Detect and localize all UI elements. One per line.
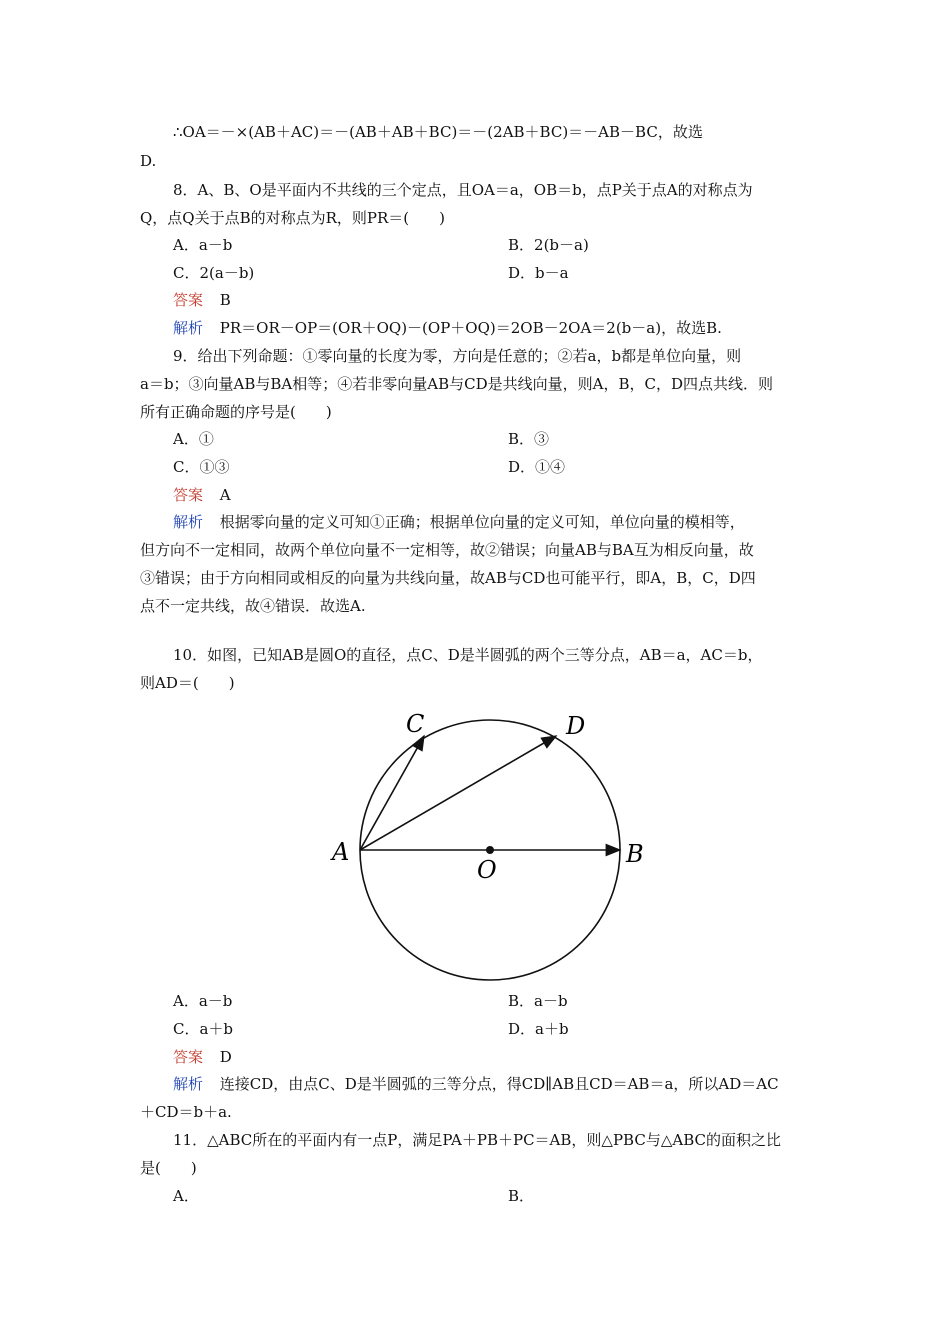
label-o: O — [477, 856, 497, 884]
q9-option-c: C．①③ — [173, 458, 230, 476]
q9-analysis-line2: 但方向不一定相同，故两个单位向量不一定相等，故②错误；向量AB与BA互为相反向量，故 — [140, 541, 754, 559]
q8-answer: B — [219, 291, 231, 309]
vector-ac — [360, 736, 424, 850]
q9-stem-line1: 9．给出下列命题：①零向量的长度为零，方向是任意的；②若a，b都是单位向量，则 — [173, 347, 742, 365]
q11-stem-line1: 11．△ABC所在的平面内有一点P，满足PA＋PB＋PC＝AB，则△PBC与△ABC的面积之比 — [173, 1131, 781, 1149]
q10-answer-row — [173, 1047, 845, 1067]
q10-stem-line2: 则AD＝( ) — [140, 674, 235, 692]
label-a: A — [332, 838, 350, 866]
q9-stem-line2: a＝b；③向量AB与BA相等；④若非零向量AB与CD是共线向量，则A，B，C，D四点共线．则 — [140, 375, 773, 393]
center-point-o — [486, 846, 494, 854]
q8-analysis-row — [173, 318, 845, 338]
q9-analysis-line4: 点不一定共线，故④错误．故选A. — [140, 597, 366, 615]
q9-analysis-line3: ③错误；由于方向相同或相反的向量为共线向量，故AB与CD也可能平行，即A，B，C，D四 — [140, 569, 756, 587]
q11-option-b: B． — [508, 1187, 535, 1205]
q8-stem-line2: Q，点Q关于点B的对称点为R，则PR＝( ) — [140, 209, 446, 227]
q10-stem-line1: 10．如图，已知AB是圆O的直径，点C、D是半圆弧的两个三等分点，AB＝a，AC＝b， — [173, 646, 763, 664]
q8-answer-label: 答案 — [173, 291, 204, 309]
q8-analysis: PR＝OR－OP＝(OR＋OQ)－(OP＋OQ)＝2OB－2OA＝2(b－a)，故选B. — [219, 319, 722, 337]
q9-option-b: B．③ — [508, 430, 550, 448]
q10-analysis-line2: ＋CD＝b＋a. — [140, 1103, 232, 1121]
q11-stem-line2: 是( ) — [140, 1159, 197, 1177]
q8-analysis-label: 解析 — [173, 319, 204, 337]
q9-answer: A — [219, 486, 231, 504]
prev-solution-line1: ∴OA＝－×(AB＋AC)＝－(AB＋AB＋BC)＝－(2AB＋BC)＝－AB－BC，故选 — [173, 123, 703, 141]
q8-option-b: B．2(b－a) — [508, 236, 589, 254]
q8-option-a: A．a－b — [173, 236, 233, 254]
label-c: C — [406, 710, 425, 738]
q9-option-a: A．① — [173, 430, 214, 448]
q9-option-d: D．①④ — [508, 458, 566, 476]
q10-option-a: A．a－b — [173, 992, 233, 1010]
prev-solution-line2: D. — [140, 152, 157, 170]
q8-option-c: C．2(a－b) — [173, 264, 255, 282]
vector-ad — [360, 736, 556, 850]
q10-analysis-line1: 连接CD，由点C、D是半圆弧的三等分点，得CD∥AB且CD＝AB＝a，所以AD＝AC — [219, 1075, 779, 1093]
q10-analysis-label: 解析 — [173, 1075, 204, 1093]
q8-answer-row — [173, 290, 845, 310]
q8-option-d: D．b－a — [508, 264, 569, 282]
q9-analysis-line1: 根据零向量的定义可知①正确；根据单位向量的定义可知，单位向量的模相等， — [219, 513, 745, 531]
q10-option-b: B．a－b — [508, 992, 568, 1010]
q11-option-a: A． — [173, 1187, 199, 1205]
q10-answer: D — [219, 1048, 232, 1066]
q10-answer-label: 答案 — [173, 1048, 204, 1066]
label-b: B — [626, 840, 644, 868]
q10-circle-figure — [320, 700, 660, 990]
label-d: D — [566, 712, 586, 740]
q9-answer-label: 答案 — [173, 486, 204, 504]
q9-analysis-row — [173, 512, 845, 532]
q9-analysis-label: 解析 — [173, 513, 204, 531]
q10-option-d: D．a＋b — [508, 1020, 569, 1038]
q8-stem-line1: 8．A、B、O是平面内不共线的三个定点，且OA＝a，OB＝b，点P关于点A的对称点为 — [173, 181, 753, 199]
q9-stem-line3: 所有正确命题的序号是( ) — [140, 403, 332, 421]
q10-option-c: C．a＋b — [173, 1020, 234, 1038]
q9-answer-row — [173, 485, 845, 505]
q10-analysis-row — [173, 1074, 845, 1094]
